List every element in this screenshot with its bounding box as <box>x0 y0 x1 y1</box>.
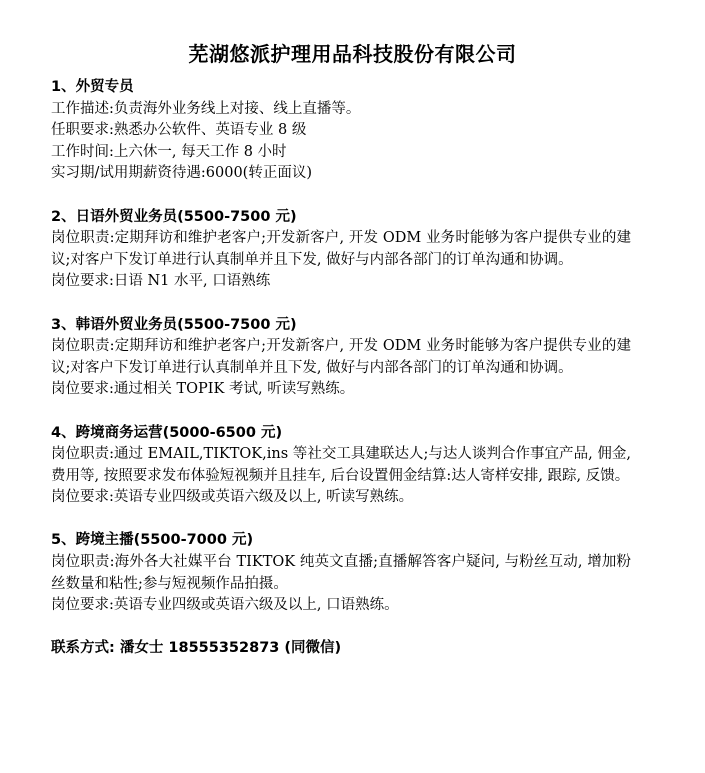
job-detail-line: 岗位职责:定期拜访和维护老客户;开发新客户, 开发 ODM 业务时能够为客户提供专业的建议;对客户下发订单进行认真制单并且下发, 做好与内部各部门的订单沟通和协调。 <box>51 338 631 376</box>
job-detail-line: 岗位要求:英语专业四级或英语六级及以上, 口语熟练。 <box>51 597 399 614</box>
job-heading: 3、韩语外贸业务员(5500-7500 元) <box>51 316 297 333</box>
job-heading: 1、外贸专员 <box>51 79 134 95</box>
job-detail-line: 岗位职责:海外各大社媒平台 TIKTOK 纯英文直播;直播解答客户疑问, 与粉丝互动, 增加粉丝数量和粘性;参与短视频作品拍摄。 <box>51 554 631 592</box>
job-detail-line: 任职要求:熟悉办公软件、英语专业 8 级 <box>51 122 307 139</box>
job-section-3 <box>51 315 631 401</box>
job-heading: 5、跨境主播(5500-7000 元) <box>51 532 254 549</box>
job-detail-line: 工作时间:上六休一, 每天工作 8 小时 <box>51 143 287 160</box>
contact-info: 联系方式: 潘女士 18555352873 (同微信) <box>51 640 342 657</box>
company-title: 芜湖悠派护理用品科技股份有限公司 <box>188 42 517 66</box>
job-detail-line: 岗位要求:英语专业四级或英语六级及以上, 听读写熟练。 <box>51 489 414 506</box>
job-detail-line: 岗位要求:日语 N1 水平, 口语熟练 <box>51 273 271 290</box>
job-listing-content <box>51 77 631 660</box>
job-detail-line: 岗位职责:定期拜访和维护老客户;开发新客户, 开发 ODM 业务时能够为客户提供专业的建议;对客户下发订单进行认真制单并且下发, 做好与内部各部门的订单沟通和协调。 <box>51 230 631 268</box>
job-detail-line: 岗位要求:通过相关 TOPIK 考试, 听读写熟练。 <box>51 381 355 398</box>
job-heading: 4、跨境商务运营(5000-6500 元) <box>51 424 283 441</box>
job-detail-line: 岗位职责:通过 EMAIL,TIKTOK,ins 等社交工具建联达人;与达人谈判合作事宜产品, 佣金, 费用等, 按照要求发布体验短视频并且挂车, 后台设置佣金结算:达人寄样安排, 跟踪, 反馈。 <box>51 446 631 484</box>
job-detail-line: 工作描述:负责海外业务线上对接、线上直播等。 <box>51 100 361 117</box>
job-detail-line: 实习期/试用期薪资待遇:6000(转正面议) <box>51 165 312 182</box>
job-section-5 <box>51 530 631 616</box>
job-section-2 <box>51 207 631 293</box>
job-heading: 2、日语外贸业务员(5500-7500 元) <box>51 208 297 225</box>
job-section-4 <box>51 423 631 509</box>
job-section-1 <box>51 77 631 185</box>
